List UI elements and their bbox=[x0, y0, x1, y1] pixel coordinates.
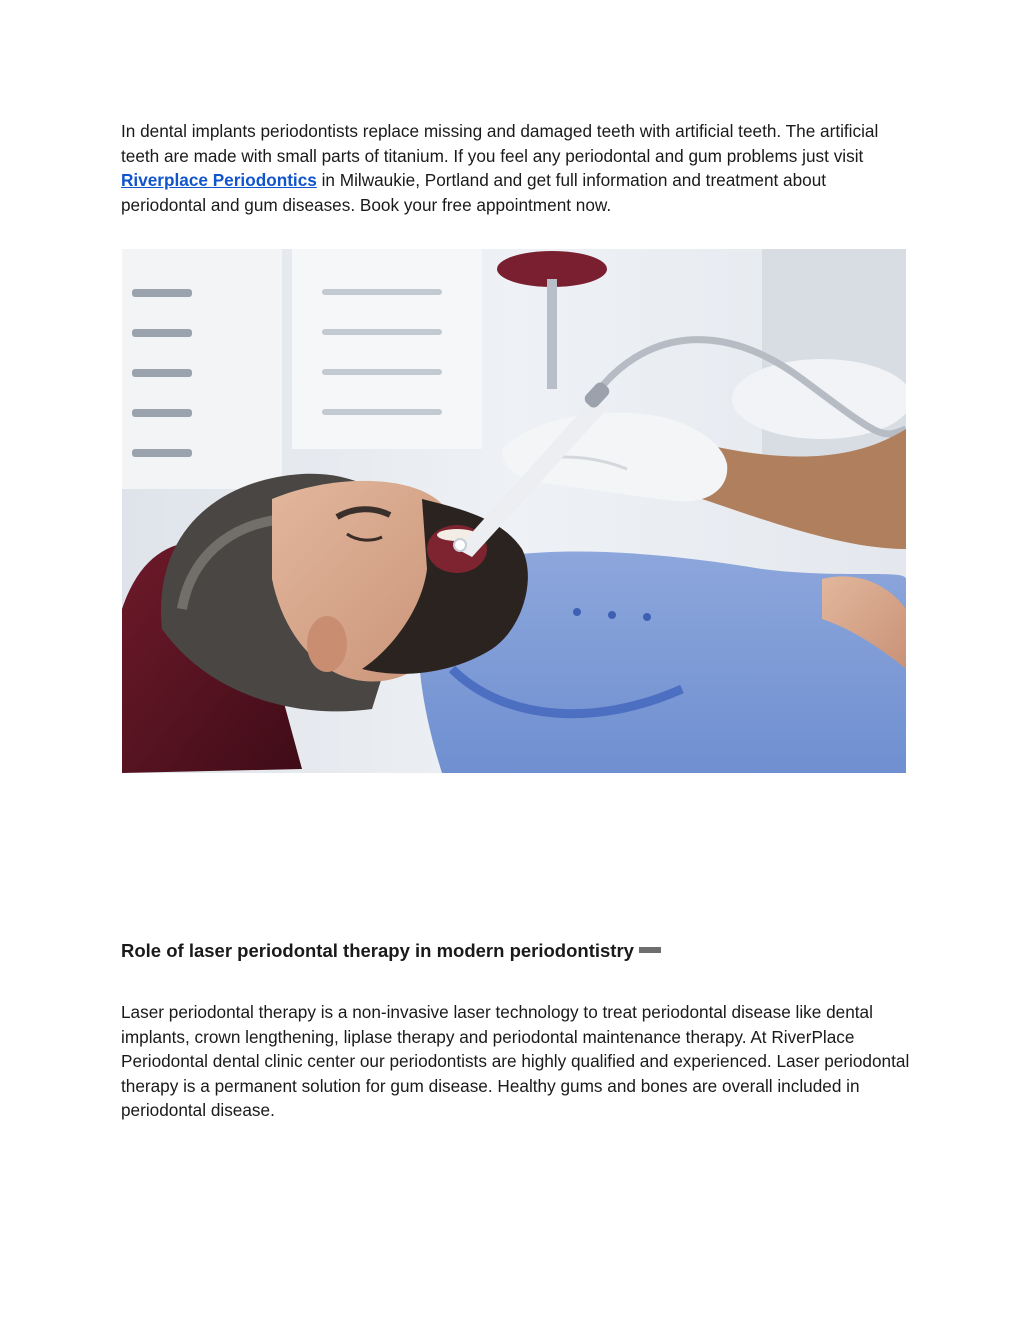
riverplace-periodontics-link[interactable]: Riverplace Periodontics bbox=[121, 170, 317, 190]
section-heading bbox=[121, 940, 661, 962]
section-heading-text: Role of laser periodontal therapy in modern periodontistry bbox=[121, 940, 634, 961]
dash-icon bbox=[639, 947, 661, 953]
intro-text-end: in Milwaukie, Portland and get full information and treatment about periodontal and gum diseases. Book your free appointment now. bbox=[121, 170, 827, 215]
section-body-paragraph: Laser periodontal therapy is a non-invasive laser technology to treat periodontal disease like dental implants, crown lengthening, liplase therapy and periodontal maintenance therapy. At RiverPlace Periodontal dental clinic center our periodontists are highly qualified and experienced. Laser periodontal therapy is a permanent solution for gum disease. Healthy gums and bones are overall included in periodontal disease. bbox=[121, 1002, 910, 1120]
intro-paragraph bbox=[121, 119, 911, 217]
intro-text-start: In dental implants periodontists replace missing and damaged teeth with artificial teeth. The artificial teeth are made with small parts of titanium. If you feel any periodontal and gum problems just visit bbox=[121, 121, 879, 166]
dental-patient-photo bbox=[122, 249, 906, 773]
